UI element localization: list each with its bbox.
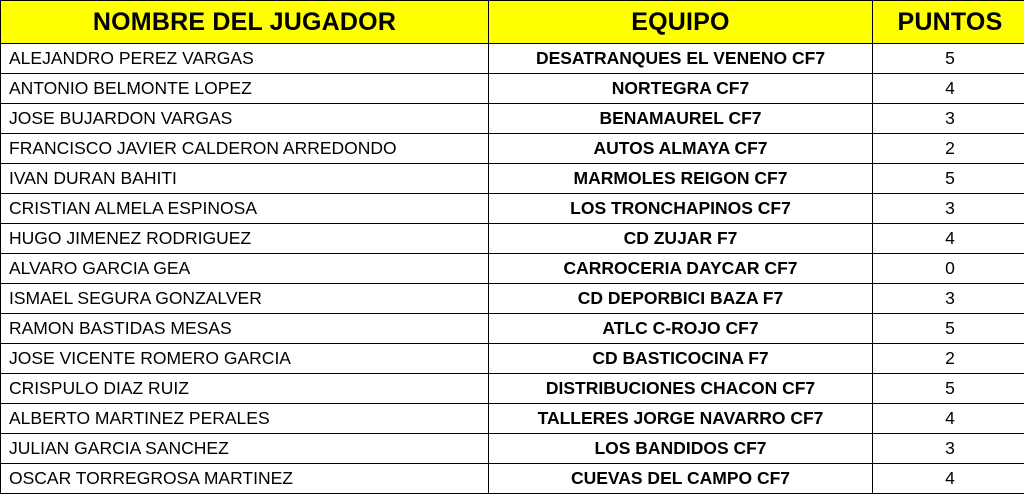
cell-player-name: ALEJANDRO PEREZ VARGAS xyxy=(1,44,489,74)
table-row xyxy=(1,404,1024,434)
cell-points: 4 xyxy=(873,404,1024,434)
table-row xyxy=(1,44,1024,74)
table-row xyxy=(1,194,1024,224)
cell-player-name: ALVARO GARCIA GEA xyxy=(1,254,489,284)
cell-player-name: CRISTIAN ALMELA ESPINOSA xyxy=(1,194,489,224)
cell-team: MARMOLES REIGON CF7 xyxy=(489,164,873,194)
cell-team: CD DEPORBICI BAZA F7 xyxy=(489,284,873,314)
table-row xyxy=(1,284,1024,314)
cell-player-name: ALBERTO MARTINEZ PERALES xyxy=(1,404,489,434)
cell-points: 5 xyxy=(873,164,1024,194)
cell-player-name: IVAN DURAN BAHITI xyxy=(1,164,489,194)
cell-team: CD ZUJAR F7 xyxy=(489,224,873,254)
cell-points: 5 xyxy=(873,44,1024,74)
column-header-points: PUNTOS xyxy=(873,1,1024,44)
table-row xyxy=(1,314,1024,344)
cell-team: TALLERES JORGE NAVARRO CF7 xyxy=(489,404,873,434)
cell-team: DESATRANQUES EL VENENO CF7 xyxy=(489,44,873,74)
table-row xyxy=(1,164,1024,194)
cell-points: 2 xyxy=(873,344,1024,374)
cell-team: NORTEGRA CF7 xyxy=(489,74,873,104)
cell-team: ATLC C-ROJO CF7 xyxy=(489,314,873,344)
cell-player-name: JOSE BUJARDON VARGAS xyxy=(1,104,489,134)
table-body xyxy=(1,44,1024,494)
cell-player-name: HUGO JIMENEZ RODRIGUEZ xyxy=(1,224,489,254)
column-header-team: EQUIPO xyxy=(489,1,873,44)
table-row xyxy=(1,224,1024,254)
cell-points: 2 xyxy=(873,134,1024,164)
cell-points: 4 xyxy=(873,464,1024,494)
cell-player-name: CRISPULO DIAZ RUIZ xyxy=(1,374,489,404)
cell-points: 5 xyxy=(873,314,1024,344)
cell-player-name: ANTONIO BELMONTE LOPEZ xyxy=(1,74,489,104)
cell-points: 3 xyxy=(873,104,1024,134)
table-row xyxy=(1,74,1024,104)
cell-points: 5 xyxy=(873,374,1024,404)
table-row xyxy=(1,434,1024,464)
cell-points: 3 xyxy=(873,194,1024,224)
cell-team: LOS BANDIDOS CF7 xyxy=(489,434,873,464)
cell-player-name: RAMON BASTIDAS MESAS xyxy=(1,314,489,344)
cell-team: CD BASTICOCINA F7 xyxy=(489,344,873,374)
table-row xyxy=(1,104,1024,134)
table-row xyxy=(1,344,1024,374)
cell-team: LOS TRONCHAPINOS CF7 xyxy=(489,194,873,224)
cell-team: AUTOS ALMAYA CF7 xyxy=(489,134,873,164)
cell-points: 4 xyxy=(873,74,1024,104)
cell-player-name: FRANCISCO JAVIER CALDERON ARREDONDO xyxy=(1,134,489,164)
table-row xyxy=(1,254,1024,284)
column-header-player-name: NOMBRE DEL JUGADOR xyxy=(1,1,489,44)
cell-player-name: JOSE VICENTE ROMERO GARCIA xyxy=(1,344,489,374)
cell-player-name: OSCAR TORREGROSA MARTINEZ xyxy=(1,464,489,494)
cell-points: 3 xyxy=(873,284,1024,314)
cell-player-name: ISMAEL SEGURA GONZALVER xyxy=(1,284,489,314)
table-row xyxy=(1,464,1024,494)
cell-points: 3 xyxy=(873,434,1024,464)
cell-points: 4 xyxy=(873,224,1024,254)
cell-player-name: JULIAN GARCIA SANCHEZ xyxy=(1,434,489,464)
cell-team: CUEVAS DEL CAMPO CF7 xyxy=(489,464,873,494)
table-header xyxy=(1,1,1024,44)
cell-team: CARROCERIA DAYCAR CF7 xyxy=(489,254,873,284)
cell-team: DISTRIBUCIONES CHACON CF7 xyxy=(489,374,873,404)
cell-points: 0 xyxy=(873,254,1024,284)
table-row xyxy=(1,134,1024,164)
table-row xyxy=(1,374,1024,404)
cell-team: BENAMAUREL CF7 xyxy=(489,104,873,134)
table-header-row xyxy=(1,1,1024,44)
